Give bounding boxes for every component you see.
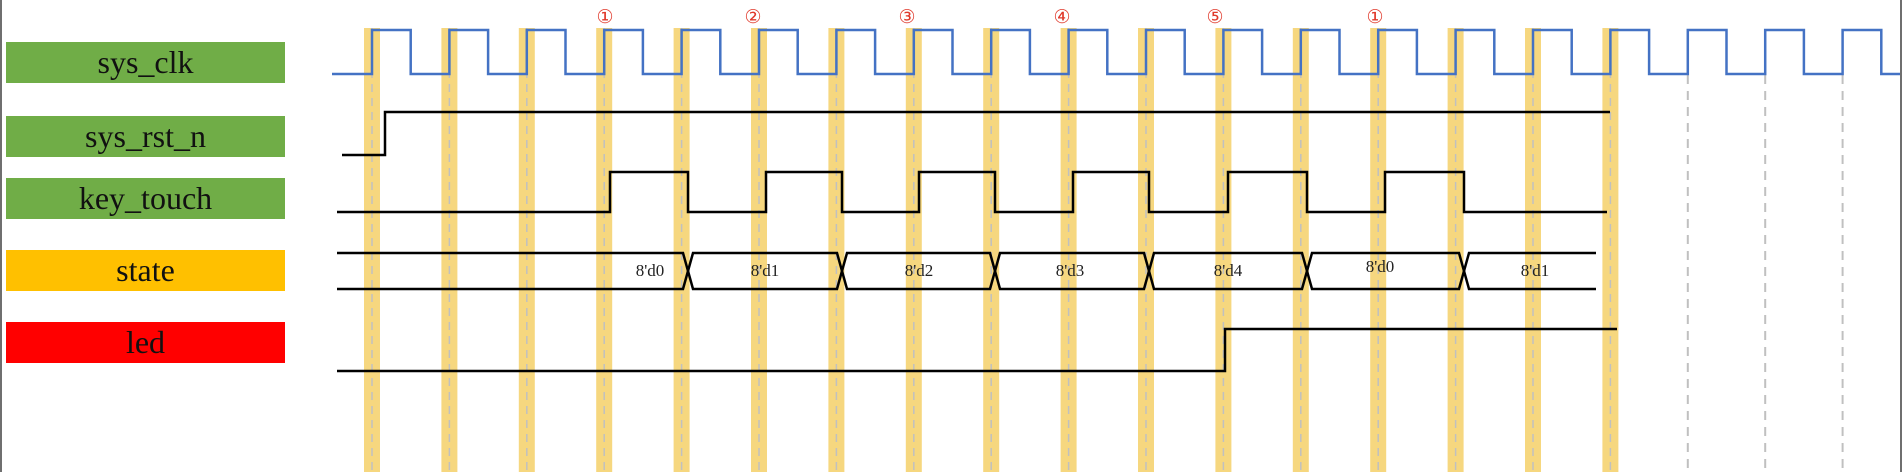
clock-edge-highlight (1525, 28, 1541, 472)
state-value-label: 8'd1 (750, 261, 780, 280)
clock-edge-highlight (751, 28, 767, 472)
clock-edge-highlight (674, 28, 690, 472)
state-value-label: 8'd3 (1055, 261, 1085, 280)
clock-edge-highlight (1370, 28, 1386, 472)
clock-edge-highlight (1138, 28, 1154, 472)
clock-edge-highlight (364, 28, 380, 472)
signal-label-key-touch: key_touch (6, 178, 285, 219)
cycle-marker: ① (1366, 6, 1384, 28)
clock-edge-highlight (1602, 28, 1618, 472)
cycle-marker: ⑤ (1206, 6, 1224, 28)
clock-edge-highlight (1215, 28, 1231, 472)
state-value-label: 8'd0 (1365, 257, 1395, 276)
clock-edge-highlight (1293, 28, 1309, 472)
wire-layer (332, 6, 1900, 371)
signal-label-sys-rst-n: sys_rst_n (6, 116, 285, 157)
clock-edge-highlight (519, 28, 535, 472)
state-value-label: 8'd0 (635, 261, 665, 280)
clock-edge-highlight (828, 28, 844, 472)
state-value-label: 8'd1 (1520, 261, 1550, 280)
signal-label-led: led (6, 322, 285, 363)
cycle-marker: ① (596, 6, 614, 28)
cycle-marker: ④ (1053, 6, 1071, 28)
clock-edge-highlight (1448, 28, 1464, 472)
clock-edge-highlight (1061, 28, 1077, 472)
clock-edge-highlight (906, 28, 922, 472)
signal-label-sys-clk: sys_clk (6, 42, 285, 83)
clock-edge-highlight (441, 28, 457, 472)
cycle-marker: ② (744, 6, 762, 28)
clock-edge-highlight (596, 28, 612, 472)
waveform-area (2, 0, 1900, 472)
highlight-layer (364, 28, 1843, 472)
clock-edge-highlight (983, 28, 999, 472)
sys-clk-waveform (332, 30, 1900, 74)
signal-label-state: state (6, 250, 285, 291)
state-value-label: 8'd2 (904, 261, 934, 280)
cycle-marker: ③ (898, 6, 916, 28)
state-value-label: 8'd4 (1213, 261, 1243, 280)
